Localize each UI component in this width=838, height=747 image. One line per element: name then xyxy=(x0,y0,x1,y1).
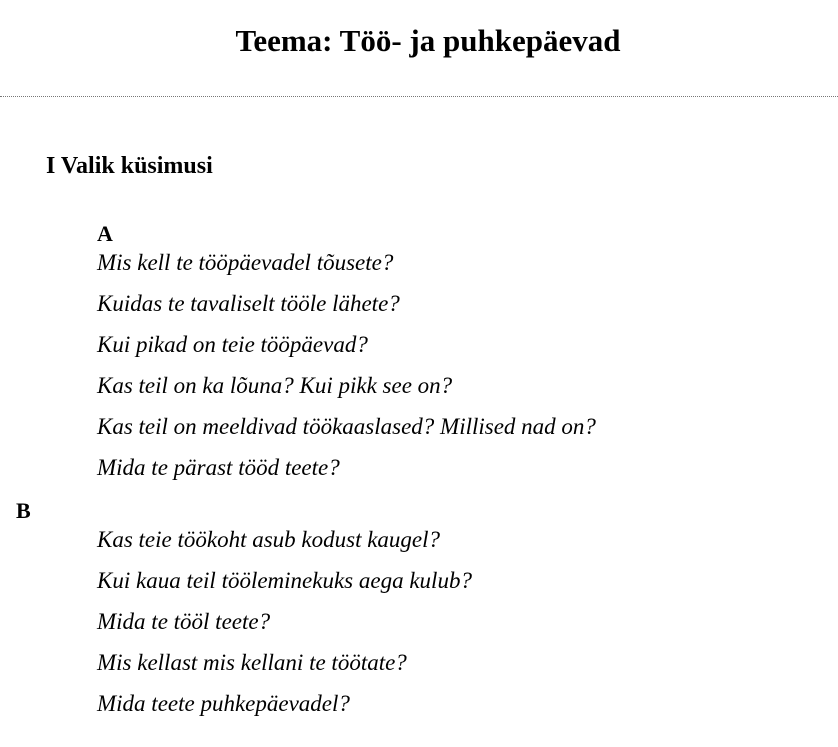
document-title: Teema: Töö- ja puhkepäevad xyxy=(235,23,621,58)
group-b-questions xyxy=(97,519,472,724)
question-item: Kui kaua teil tööleminekuks aega kulub? xyxy=(97,568,472,593)
group-b-label: B xyxy=(16,498,31,523)
question-item: Mis kell te tööpäevadel tõusete? xyxy=(97,250,394,275)
question-item: Mida teete puhkepäevadel? xyxy=(97,691,350,716)
question-item: Mida te tööl teete? xyxy=(97,609,271,634)
group-a-questions xyxy=(97,242,596,488)
title-divider xyxy=(0,96,838,97)
question-item: Kas teil on ka lõuna? Kui pikk see on? xyxy=(97,373,453,398)
question-item: Kui pikad on teie tööpäevad? xyxy=(97,332,368,357)
group-a-label: A xyxy=(97,221,113,246)
section-heading: I Valik küsimusi xyxy=(46,153,213,179)
question-item: Kas teil on meeldivad töökaaslased? Millised nad on? xyxy=(97,414,596,439)
question-item: Mida te pärast tööd teete? xyxy=(97,455,340,480)
question-item: Mis kellast mis kellani te töötate? xyxy=(97,650,407,675)
question-item: Kas teie töökoht asub kodust kaugel? xyxy=(97,527,441,552)
question-item: Kuidas te tavaliselt tööle lähete? xyxy=(97,291,400,316)
